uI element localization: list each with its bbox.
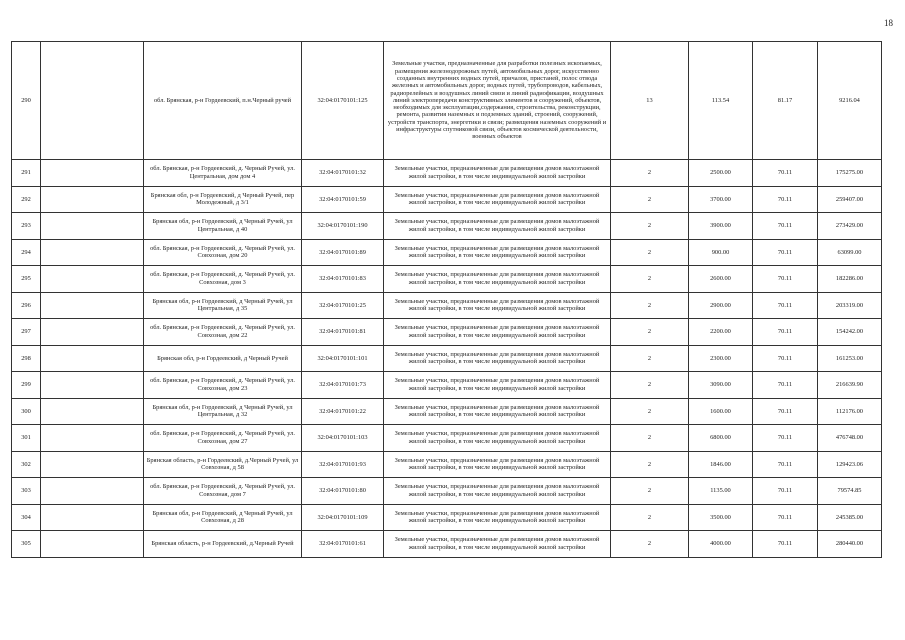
cadastral-value-cell: 175275.00: [818, 160, 882, 187]
address-cell: Брянская обл, р-н Гордеевский, д Черный Ручей, ул Совхозная, д 28: [144, 504, 302, 531]
land-use-cell: Земельные участки, предназначенные для размещения домов малоэтажной жилой застройки, в том числе индивидуальной жилой застройки: [384, 292, 611, 319]
row-number: 302: [12, 451, 41, 478]
rate-cell: 70.11: [753, 345, 818, 372]
table-row: [12, 398, 882, 425]
blank-cell: [41, 531, 144, 558]
land-use-cell: Земельные участки, предназначенные для размещения домов малоэтажной жилой застройки, в том числе индивидуальной жилой застройки: [384, 266, 611, 293]
rate-cell: 70.11: [753, 531, 818, 558]
blank-cell: [41, 478, 144, 505]
address-cell: обл. Брянская, р-н Гордеевский, д. Черный Ручей, ул. Совхозная, дом 27: [144, 425, 302, 452]
row-number: 297: [12, 319, 41, 346]
address-cell: Брянская обл, р-н Гордеевский, д Черный Ручей, ул Центральная, д 32: [144, 398, 302, 425]
rate-cell: 70.11: [753, 319, 818, 346]
page-number: 18: [884, 18, 893, 28]
blank-cell: [41, 266, 144, 293]
cadastral-number-cell: 32:04:0170101:103: [302, 425, 384, 452]
address-cell: обл. Брянская, р-н Гордеевский, д. Черный Ручей, ул. Совхозная, дом 7: [144, 478, 302, 505]
cadastral-number-cell: 32:04:0170101:80: [302, 478, 384, 505]
group-cell: 2: [611, 160, 689, 187]
table-row: [12, 425, 882, 452]
cadastral-number-cell: 32:04:0170101:22: [302, 398, 384, 425]
cadastral-number-cell: 32:04:0170101:93: [302, 451, 384, 478]
land-use-cell: Земельные участки, предназначенные для размещения домов малоэтажной жилой застройки, в том числе индивидуальной жилой застройки: [384, 398, 611, 425]
cadastral-value-cell: 9216.04: [818, 42, 882, 160]
blank-cell: [41, 504, 144, 531]
table-row: [12, 372, 882, 399]
table-row: [12, 504, 882, 531]
row-number: 304: [12, 504, 41, 531]
blank-cell: [41, 451, 144, 478]
row-number: 291: [12, 160, 41, 187]
address-cell: обл. Брянская, р-н Гордеевский, д. Черный Ручей, ул. Совхозная, дом 23: [144, 372, 302, 399]
group-cell: 2: [611, 319, 689, 346]
cadastral-value-cell: 203319.00: [818, 292, 882, 319]
area-cell: 2200.00: [689, 319, 753, 346]
row-number: 301: [12, 425, 41, 452]
group-cell: 2: [611, 186, 689, 213]
address-cell: обл. Брянская, р-н Гордеевский, д. Черный Ручей, ул. Центральная, дом дом 4: [144, 160, 302, 187]
cadastral-value-cell: 273429.00: [818, 213, 882, 240]
area-cell: 3900.00: [689, 213, 753, 240]
blank-cell: [41, 186, 144, 213]
table-row: [12, 345, 882, 372]
cadastral-number-cell: 32:04:0170101:125: [302, 42, 384, 160]
cadastral-number-cell: 32:04:0170101:61: [302, 531, 384, 558]
rate-cell: 70.11: [753, 451, 818, 478]
address-cell: обл. Брянская, р-н Гордеевский, д. Черный Ручей, ул. Совхозная, дом 3: [144, 266, 302, 293]
area-cell: 2500.00: [689, 160, 753, 187]
table-row: [12, 186, 882, 213]
group-cell: 2: [611, 239, 689, 266]
cadastral-value-cell: 63099.00: [818, 239, 882, 266]
land-use-cell: Земельные участки, предназначенные для размещения домов малоэтажной жилой застройки, в том числе индивидуальной жилой застройки: [384, 504, 611, 531]
rate-cell: 70.11: [753, 160, 818, 187]
rate-cell: 70.11: [753, 478, 818, 505]
blank-cell: [41, 213, 144, 240]
land-use-cell: Земельные участки, предназначенные для размещения домов малоэтажной жилой застройки, в том числе индивидуальной жилой застройки: [384, 451, 611, 478]
land-use-cell: Земельные участки, предназначенные для размещения домов малоэтажной жилой застройки, в том числе индивидуальной жилой застройки: [384, 345, 611, 372]
group-cell: 2: [611, 451, 689, 478]
group-cell: 2: [611, 478, 689, 505]
cadastral-value-cell: 112176.00: [818, 398, 882, 425]
address-cell: Брянская обл, р-н Гордеевский, д Черный Ручей, ул Центральная, д 40: [144, 213, 302, 240]
cadastral-value-cell: 161253.00: [818, 345, 882, 372]
land-registry-table: [11, 41, 882, 558]
cadastral-value-cell: 245385.00: [818, 504, 882, 531]
address-cell: обл. Брянская, р-н Гордеевский, д. Черный Ручей, ул. Совхозная, дом 22: [144, 319, 302, 346]
row-number: 303: [12, 478, 41, 505]
land-use-cell: Земельные участки, предназначенные для размещения домов малоэтажной жилой застройки, в том числе индивидуальной жилой застройки: [384, 478, 611, 505]
blank-cell: [41, 292, 144, 319]
cadastral-value-cell: 259407.00: [818, 186, 882, 213]
blank-cell: [41, 425, 144, 452]
row-number: 294: [12, 239, 41, 266]
table-row: [12, 239, 882, 266]
address-cell: Брянская область, р-н Гордеевский, д.Черный Ручей: [144, 531, 302, 558]
rate-cell: 70.11: [753, 425, 818, 452]
area-cell: 113.54: [689, 42, 753, 160]
cadastral-number-cell: 32:04:0170101:89: [302, 239, 384, 266]
cadastral-number-cell: 32:04:0170101:83: [302, 266, 384, 293]
row-number: 296: [12, 292, 41, 319]
group-cell: 2: [611, 398, 689, 425]
area-cell: 2600.00: [689, 266, 753, 293]
land-use-cell: Земельные участки, предназначенные для размещения домов малоэтажной жилой застройки, в том числе индивидуальной жилой застройки: [384, 186, 611, 213]
land-use-cell: Земельные участки, предназначенные для размещения домов малоэтажной жилой застройки, в том числе индивидуальной жилой застройки: [384, 213, 611, 240]
area-cell: 4000.00: [689, 531, 753, 558]
row-number: 295: [12, 266, 41, 293]
rate-cell: 70.11: [753, 186, 818, 213]
table-row: [12, 266, 882, 293]
area-cell: 3090.00: [689, 372, 753, 399]
land-use-cell: Земельные участки, предназначенные для размещения домов малоэтажной жилой застройки, в том числе индивидуальной жилой застройки: [384, 239, 611, 266]
row-number: 300: [12, 398, 41, 425]
area-cell: 1135.00: [689, 478, 753, 505]
group-cell: 2: [611, 425, 689, 452]
address-cell: Брянская обл, р-н Гордеевский, д Черный Ручей, пер Молодежный, д 3/1: [144, 186, 302, 213]
cadastral-value-cell: 216639.90: [818, 372, 882, 399]
row-number: 305: [12, 531, 41, 558]
rate-cell: 81.17: [753, 42, 818, 160]
blank-cell: [41, 42, 144, 160]
group-cell: 2: [611, 531, 689, 558]
cadastral-number-cell: 32:04:0170101:190: [302, 213, 384, 240]
cadastral-value-cell: 154242.00: [818, 319, 882, 346]
address-cell: Брянская область, р-н Гордеевский, д.Черный Ручей, ул Совхозная, д 58: [144, 451, 302, 478]
address-cell: обл. Брянская, р-н Гордеевский, д. Черный Ручей, ул. Совхозная, дом 20: [144, 239, 302, 266]
group-cell: 2: [611, 372, 689, 399]
cadastral-value-cell: 476748.00: [818, 425, 882, 452]
group-cell: 13: [611, 42, 689, 160]
area-cell: 1600.00: [689, 398, 753, 425]
cadastral-value-cell: 182286.00: [818, 266, 882, 293]
blank-cell: [41, 398, 144, 425]
land-use-cell: Земельные участки, предназначенные для размещения домов малоэтажной жилой застройки, в том числе индивидуальной жилой застройки: [384, 372, 611, 399]
row-number: 290: [12, 42, 41, 160]
cadastral-number-cell: 32:04:0170101:109: [302, 504, 384, 531]
row-number: 292: [12, 186, 41, 213]
cadastral-number-cell: 32:04:0170101:59: [302, 186, 384, 213]
area-cell: 900.00: [689, 239, 753, 266]
group-cell: 2: [611, 504, 689, 531]
blank-cell: [41, 372, 144, 399]
cadastral-number-cell: 32:04:0170101:81: [302, 319, 384, 346]
row-number: 293: [12, 213, 41, 240]
group-cell: 2: [611, 345, 689, 372]
blank-cell: [41, 319, 144, 346]
cadastral-value-cell: 129423.06: [818, 451, 882, 478]
row-number: 298: [12, 345, 41, 372]
table-row: [12, 531, 882, 558]
land-use-cell: Земельные участки, предназначенные для разработки полезных ископаемых, размещения железнодорожных путей, автомобильных дорог, искусственно созданных внутренних водных путей, причалов, пристаней, полос отвода железных и автомобильных дорог, водных путей, трубопроводов, кабельных, радиорелейных и воздушных линий связи и линий радиофикации, воздушных линий электропередачи конструктивных элементов и сооружений, объектов, необходимых для эксплуатации,содержания, строительства, реконструкции, ремонта, развития наземных и подземных зданий, строений, сооружений, устройств транспорта, энергетики и связи; размещения наземных сооружений и инфраструктуры спутниковой связи, объектов космической деятельности, военных объектов: [384, 42, 611, 160]
area-cell: 6800.00: [689, 425, 753, 452]
group-cell: 2: [611, 292, 689, 319]
table-row: [12, 478, 882, 505]
rate-cell: 70.11: [753, 398, 818, 425]
table-row: [12, 319, 882, 346]
area-cell: 3700.00: [689, 186, 753, 213]
land-use-cell: Земельные участки, предназначенные для размещения домов малоэтажной жилой застройки, в том числе индивидуальной жилой застройки: [384, 531, 611, 558]
cadastral-number-cell: 32:04:0170101:32: [302, 160, 384, 187]
area-cell: 3500.00: [689, 504, 753, 531]
rate-cell: 70.11: [753, 266, 818, 293]
address-cell: Брянская обл, р-н Гордеевский, д Черный Ручей: [144, 345, 302, 372]
area-cell: 2900.00: [689, 292, 753, 319]
rate-cell: 70.11: [753, 213, 818, 240]
group-cell: 2: [611, 213, 689, 240]
address-cell: Брянская обл, р-н Гордеевский, д Черный Ручей, ул Центральная, д 35: [144, 292, 302, 319]
cadastral-number-cell: 32:04:0170101:101: [302, 345, 384, 372]
row-number: 299: [12, 372, 41, 399]
table-row: [12, 42, 882, 160]
blank-cell: [41, 239, 144, 266]
blank-cell: [41, 160, 144, 187]
cadastral-number-cell: 32:04:0170101:73: [302, 372, 384, 399]
cadastral-number-cell: 32:04:0170101:25: [302, 292, 384, 319]
area-cell: 2300.00: [689, 345, 753, 372]
blank-cell: [41, 345, 144, 372]
table-row: [12, 213, 882, 240]
table-row: [12, 451, 882, 478]
cadastral-value-cell: 79574.85: [818, 478, 882, 505]
table-row: [12, 292, 882, 319]
group-cell: 2: [611, 266, 689, 293]
land-use-cell: Земельные участки, предназначенные для размещения домов малоэтажной жилой застройки, в том числе индивидуальной жилой застройки: [384, 319, 611, 346]
area-cell: 1846.00: [689, 451, 753, 478]
address-cell: обл. Брянская, р-н Гордеевский, п.н.Черный ручей: [144, 42, 302, 160]
land-use-cell: Земельные участки, предназначенные для размещения домов малоэтажной жилой застройки, в том числе индивидуальной жилой застройки: [384, 425, 611, 452]
rate-cell: 70.11: [753, 239, 818, 266]
rate-cell: 70.11: [753, 292, 818, 319]
land-use-cell: Земельные участки, предназначенные для размещения домов малоэтажной жилой застройки, в том числе индивидуальной жилой застройки: [384, 160, 611, 187]
cadastral-value-cell: 280440.00: [818, 531, 882, 558]
table-row: [12, 160, 882, 187]
rate-cell: 70.11: [753, 504, 818, 531]
rate-cell: 70.11: [753, 372, 818, 399]
